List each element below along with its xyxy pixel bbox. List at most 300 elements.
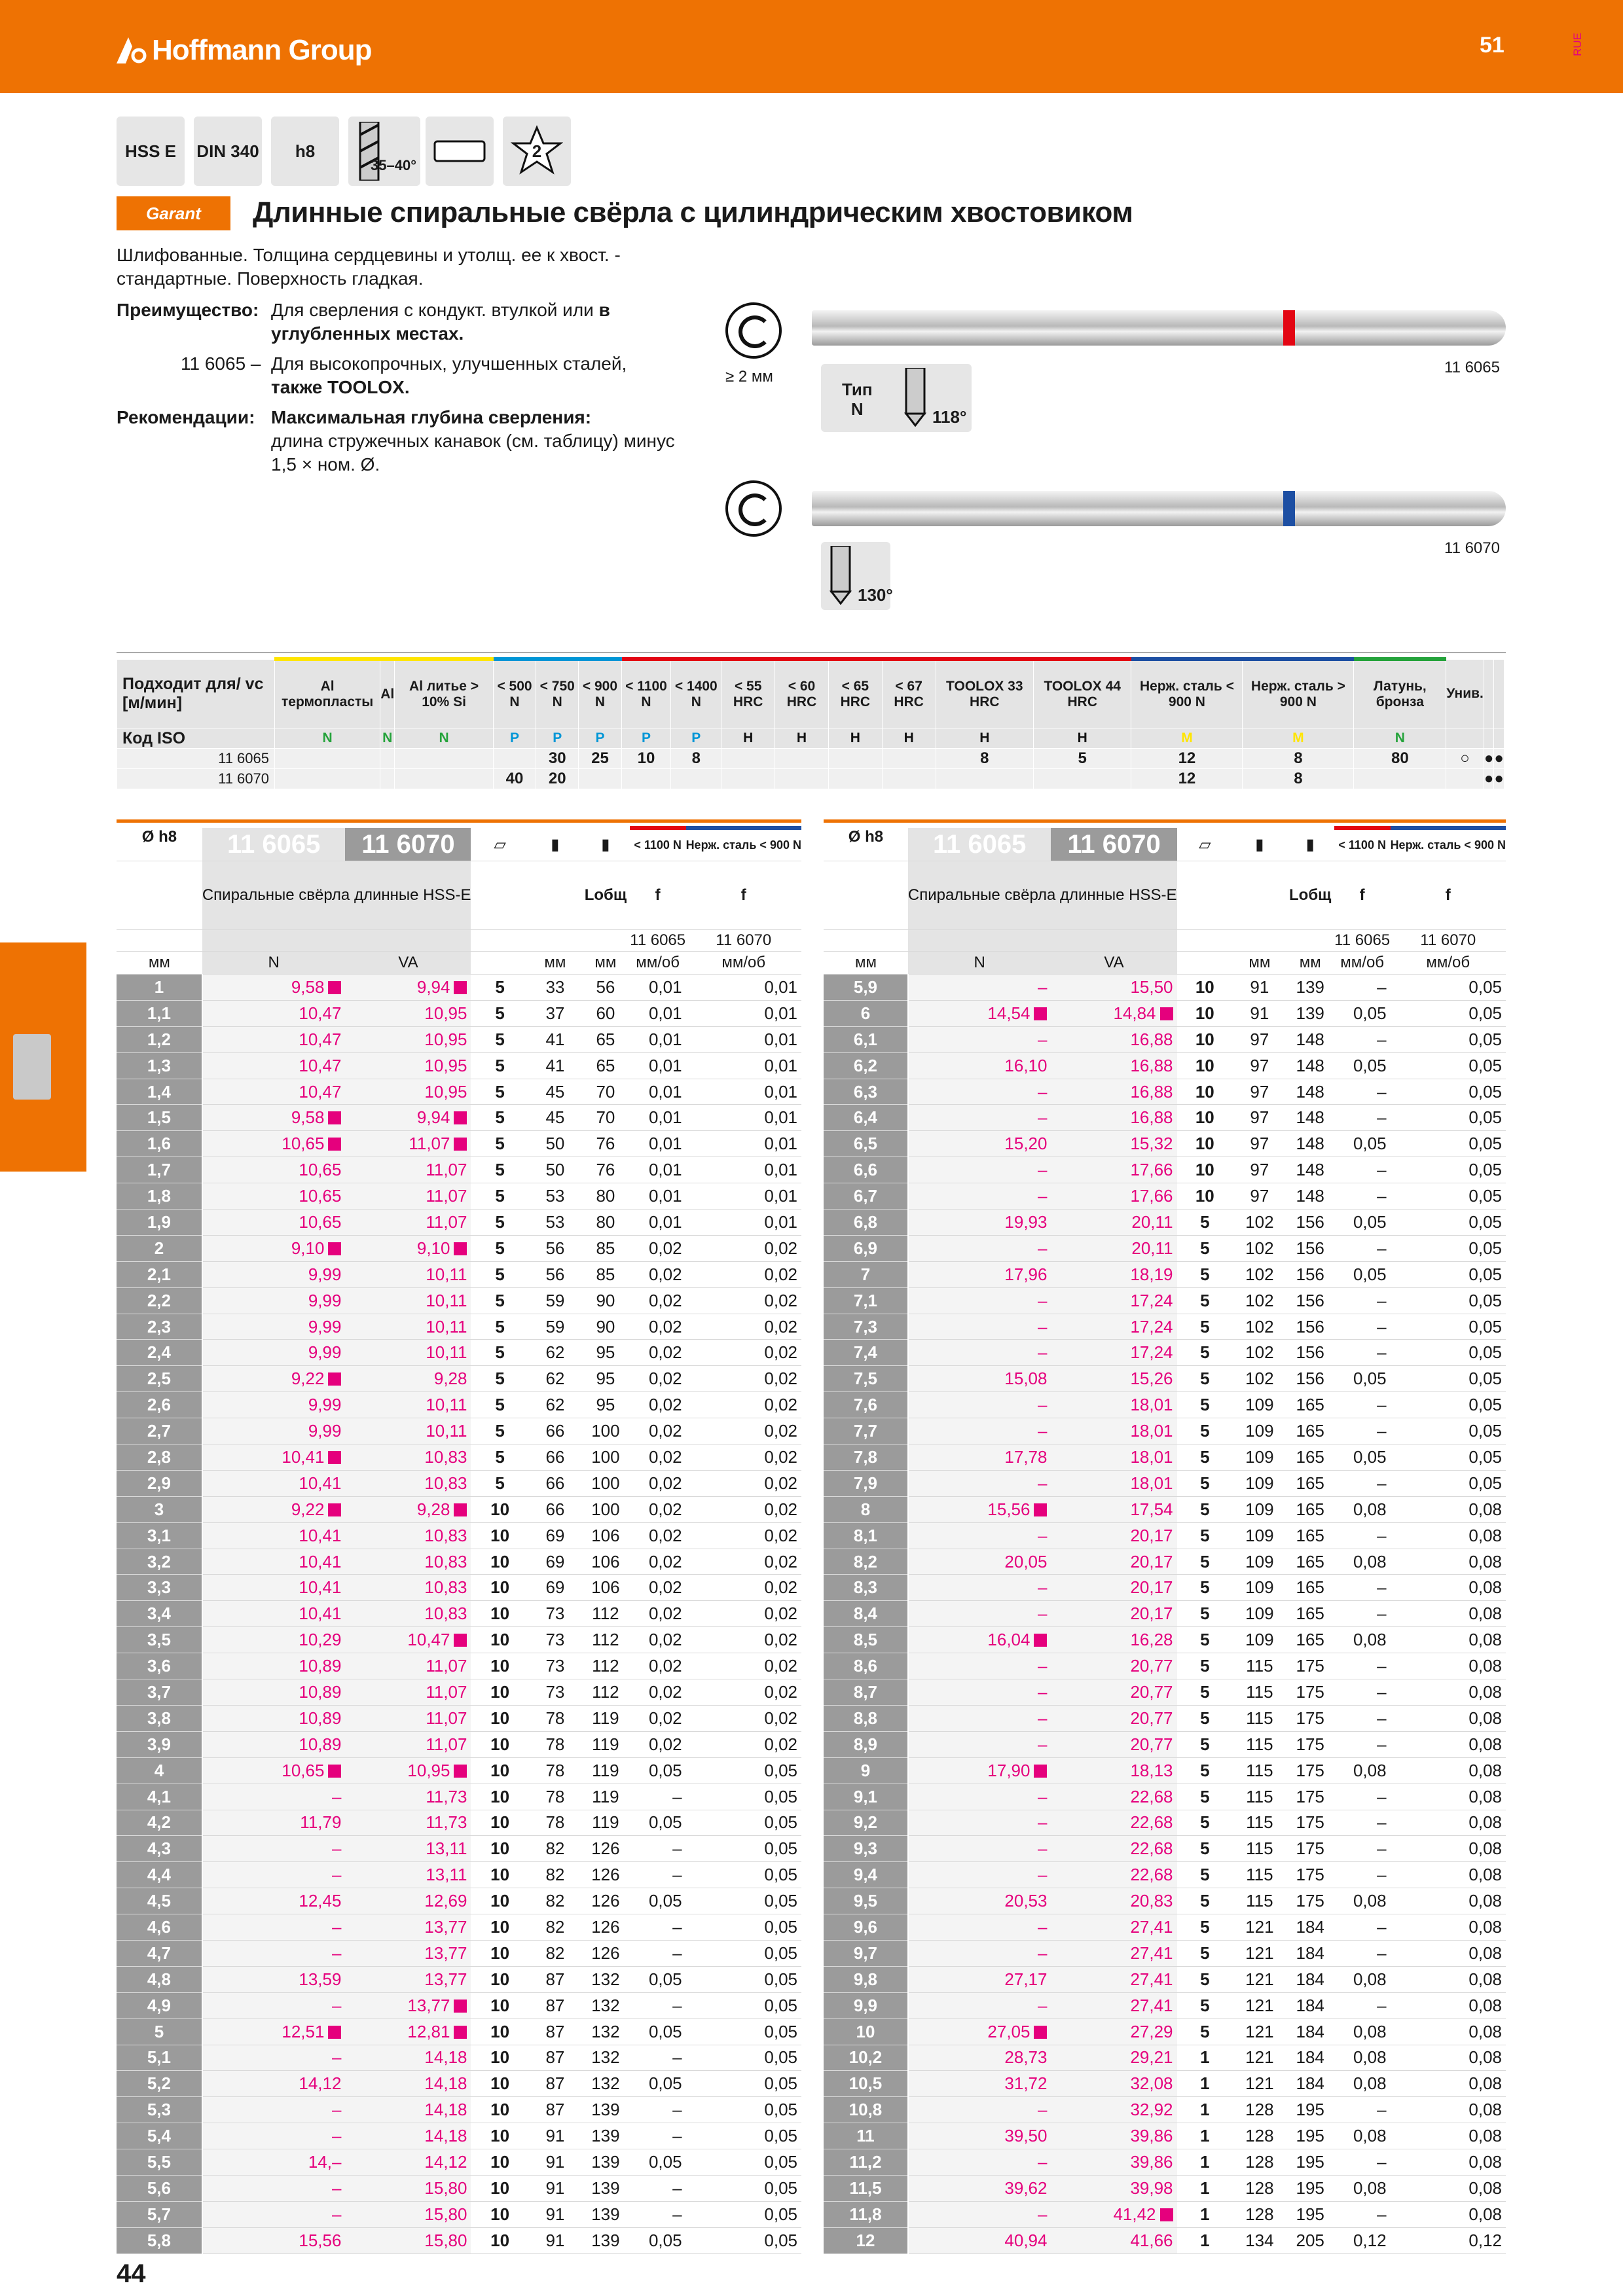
price-n-cell bbox=[908, 1052, 1051, 1079]
cell-value: 0,01 bbox=[764, 1134, 797, 1154]
mat-cell: 8 bbox=[936, 749, 1033, 769]
price-va-cell bbox=[345, 2227, 471, 2253]
pill-helix: 35–40° bbox=[348, 117, 420, 186]
total-length-cell bbox=[581, 1366, 630, 1392]
price-n-cell bbox=[908, 1183, 1051, 1210]
price-va-cell bbox=[1051, 1705, 1176, 1731]
cell-value: 5 bbox=[495, 1316, 505, 1336]
table-row bbox=[824, 1810, 1506, 1836]
spacer bbox=[824, 861, 908, 930]
diameter-cell bbox=[117, 1575, 202, 1601]
mat-cell bbox=[882, 769, 936, 789]
pack-qty-cell bbox=[1177, 2201, 1233, 2227]
total-length-cell bbox=[1286, 1653, 1334, 1679]
diameter-cell bbox=[117, 1000, 202, 1026]
cell-value: 4,4 bbox=[147, 1865, 171, 1885]
cell-value: 11,07 bbox=[426, 1656, 467, 1676]
feed-116065-cell bbox=[630, 1366, 686, 1392]
cell-value: 119 bbox=[592, 1812, 619, 1833]
feed-116065-cell bbox=[630, 1627, 686, 1653]
pack-qty-cell bbox=[471, 1784, 528, 1810]
diameter-cell bbox=[117, 1210, 202, 1236]
iso-label: Код ISO bbox=[117, 728, 275, 749]
feed-116065-cell bbox=[630, 975, 686, 1001]
table-row bbox=[824, 1784, 1506, 1810]
cell-value: 3,3 bbox=[147, 1577, 171, 1598]
diameter-cell bbox=[824, 1392, 908, 1418]
cell-value: 109 bbox=[1245, 1395, 1274, 1415]
flute-length-cell bbox=[1233, 1966, 1286, 1992]
cell-value: 139 bbox=[591, 2152, 620, 2172]
cell-value: – bbox=[1377, 1238, 1387, 1258]
pack-qty-cell bbox=[471, 1914, 528, 1941]
cell-value: – bbox=[1377, 1681, 1387, 1702]
price-va-cell bbox=[1051, 2201, 1176, 2227]
flute-length-cell bbox=[529, 1914, 581, 1941]
diameter-cell bbox=[117, 1966, 202, 1992]
cell-value: 10 bbox=[490, 1812, 510, 1833]
drill-data-table bbox=[824, 826, 1506, 2254]
diameter-cell bbox=[117, 1496, 202, 1522]
cell-value: 5 bbox=[495, 1134, 505, 1154]
cell-value: 11,79 bbox=[300, 1812, 342, 1833]
feed-116070-cell bbox=[1391, 1261, 1506, 1287]
cell-value: 0,08 bbox=[1468, 2152, 1502, 2172]
cell-value: 15,32 bbox=[1130, 1134, 1173, 1154]
total-length-cell bbox=[1286, 1418, 1334, 1444]
feed-116070-cell bbox=[686, 1157, 801, 1183]
table-row bbox=[117, 1653, 801, 1679]
diameter-cell bbox=[117, 1079, 202, 1105]
new-price-marker bbox=[454, 2026, 467, 2039]
cell-value: 20,05 bbox=[1004, 1551, 1048, 1571]
cell-value: 165 bbox=[1296, 1473, 1324, 1493]
unit-label: N bbox=[202, 952, 346, 975]
cell-value: 85 bbox=[596, 1264, 615, 1284]
feed-116065-cell bbox=[1334, 1105, 1391, 1131]
table-row bbox=[824, 1992, 1506, 2018]
table-row bbox=[824, 1914, 1506, 1941]
total-length-cell bbox=[581, 1052, 630, 1079]
price-va-cell bbox=[1051, 2149, 1176, 2176]
mat-cell: ● bbox=[1494, 749, 1504, 769]
diameter-cell bbox=[117, 1314, 202, 1340]
table-row bbox=[117, 1470, 801, 1496]
brand-logo bbox=[117, 34, 372, 67]
cell-value: 0,05 bbox=[648, 2073, 682, 2094]
feed-116070-cell bbox=[686, 1757, 801, 1784]
cell-value: – bbox=[1377, 1421, 1387, 1441]
cell-value: 95 bbox=[596, 1369, 615, 1389]
cell-value: 0,05 bbox=[764, 2152, 797, 2172]
diameter-cell bbox=[824, 1575, 908, 1601]
code-116065-header: 11 6065 bbox=[908, 828, 1051, 861]
desc-line1: Шлифованные. Толщина сердцевины и утолщ. ее к хвост. - bbox=[117, 245, 621, 265]
cell-value: 0,08 bbox=[1468, 2178, 1502, 2198]
total-length-cell bbox=[581, 2097, 630, 2123]
cell-value: 95 bbox=[596, 1395, 615, 1415]
cell-value: 0,01 bbox=[648, 1186, 682, 1206]
cell-value: 0,05 bbox=[648, 1969, 682, 1989]
flute-length-cell bbox=[529, 2097, 581, 2123]
price-n-cell bbox=[908, 2123, 1051, 2149]
cell-value: 17,24 bbox=[1130, 1342, 1173, 1363]
cell-value: 0,05 bbox=[764, 2021, 797, 2041]
cell-value: 1,4 bbox=[147, 1081, 171, 1102]
cell-value: 109 bbox=[1245, 1499, 1274, 1519]
cell-value: 9,9 bbox=[853, 1995, 878, 2015]
mat-cell bbox=[882, 749, 936, 769]
feed-116065-cell bbox=[1334, 1836, 1391, 1862]
cell-value: 10,47 bbox=[407, 1630, 450, 1650]
cell-value: 0,02 bbox=[764, 1499, 797, 1519]
iso-cell: N bbox=[275, 728, 380, 749]
total-length-cell bbox=[1286, 1731, 1334, 1757]
cell-value: 91 bbox=[545, 2152, 565, 2172]
cell-value: 14,– bbox=[308, 2152, 342, 2172]
cell-value: 18,01 bbox=[1130, 1446, 1173, 1467]
cell-value: 78 bbox=[545, 1760, 565, 1780]
pack-qty-cell bbox=[471, 1079, 528, 1105]
table-row bbox=[824, 2201, 1506, 2227]
cell-value: 5 bbox=[154, 2021, 164, 2041]
total-length-cell bbox=[581, 1392, 630, 1418]
diameter-cell bbox=[117, 2201, 202, 2227]
price-n-cell bbox=[908, 1966, 1051, 1992]
flute-length-cell bbox=[1233, 2227, 1286, 2253]
table-row bbox=[824, 1210, 1506, 1236]
cell-value: 97 bbox=[1250, 1134, 1269, 1154]
cell-value: 0,02 bbox=[764, 1630, 797, 1650]
iso-cell: H bbox=[882, 728, 936, 749]
feed-116065-cell bbox=[630, 1601, 686, 1627]
pack-qty-cell bbox=[1177, 1470, 1233, 1496]
cell-value: 0,01 bbox=[764, 1107, 797, 1128]
cell-value: 5 bbox=[1200, 1865, 1210, 1885]
feed-116070-cell bbox=[686, 1888, 801, 1914]
table-row bbox=[824, 1052, 1506, 1079]
spacer bbox=[824, 930, 908, 952]
cell-value: 165 bbox=[1296, 1525, 1324, 1545]
price-va-cell bbox=[1051, 2045, 1176, 2071]
cell-value: 0,01 bbox=[764, 1211, 797, 1232]
cell-value: 165 bbox=[1296, 1577, 1324, 1598]
diameter-cell bbox=[824, 1862, 908, 1888]
feed-116070-cell bbox=[686, 2175, 801, 2201]
feed-116065-cell bbox=[1334, 1157, 1391, 1183]
feed-116065-cell bbox=[630, 1575, 686, 1601]
cell-value: 50 bbox=[545, 1160, 565, 1180]
feed-116070-cell bbox=[686, 1314, 801, 1340]
flute-length-cell bbox=[529, 1705, 581, 1731]
total-length-cell bbox=[1286, 1366, 1334, 1392]
new-price-marker bbox=[328, 1503, 341, 1516]
diameter-cell bbox=[117, 1757, 202, 1784]
cell-value: 20,83 bbox=[1130, 1891, 1173, 1911]
feed-116065-cell bbox=[630, 1888, 686, 1914]
feed-116070-cell bbox=[1391, 2175, 1506, 2201]
feed-116065-cell bbox=[630, 1810, 686, 1836]
price-n-cell bbox=[908, 1940, 1051, 1966]
unit-label: мм/об bbox=[1391, 952, 1506, 975]
diameter-cell bbox=[824, 1705, 908, 1731]
price-va-cell bbox=[345, 1966, 471, 1992]
flute-length-cell bbox=[529, 1731, 581, 1757]
unit-label: мм bbox=[529, 952, 581, 975]
cell-value: 27,41 bbox=[1130, 1943, 1173, 1963]
feed-116070-cell bbox=[686, 1261, 801, 1287]
cell-value: 121 bbox=[1245, 1917, 1274, 1937]
iso-cell: P bbox=[579, 728, 621, 749]
price-va-cell bbox=[1051, 1470, 1176, 1496]
cell-value: 11,07 bbox=[409, 1134, 450, 1154]
iso-cell: P bbox=[536, 728, 579, 749]
cell-value: 100 bbox=[591, 1473, 620, 1493]
cell-value: 15,80 bbox=[424, 2204, 467, 2224]
cell-value: 11,2 bbox=[849, 2152, 882, 2172]
cell-value: 0,05 bbox=[764, 2126, 797, 2146]
price-va-cell bbox=[1051, 2123, 1176, 2149]
feed-116070-cell bbox=[1391, 1340, 1506, 1366]
pack-qty-cell bbox=[1177, 2149, 1233, 2176]
pack-qty-cell bbox=[1177, 1105, 1233, 1131]
cell-value: 115 bbox=[1246, 1760, 1273, 1780]
cell-value: 5 bbox=[1200, 1604, 1210, 1624]
cell-value: 5 bbox=[1200, 1290, 1210, 1310]
cell-value: 66 bbox=[545, 1473, 565, 1493]
mat-col-5: < 900 N bbox=[579, 659, 621, 728]
iso-cell bbox=[1504, 728, 1505, 749]
pack-qty-cell bbox=[1177, 1522, 1233, 1549]
total-length-cell bbox=[1286, 1966, 1334, 1992]
cell-value: 18,01 bbox=[1130, 1421, 1173, 1441]
flute-length-cell bbox=[529, 1966, 581, 1992]
feed-116070-cell bbox=[686, 2071, 801, 2097]
cell-value: 121 bbox=[1245, 2073, 1274, 2094]
cell-value: 5 bbox=[1200, 1656, 1210, 1676]
table-row bbox=[824, 1757, 1506, 1784]
cell-value: 80 bbox=[596, 1211, 615, 1232]
diameter-cell bbox=[824, 2045, 908, 2071]
cell-value: 4,8 bbox=[147, 1969, 171, 1989]
feed-116070-cell bbox=[1391, 1836, 1506, 1862]
cell-value: 0,02 bbox=[764, 1708, 797, 1728]
diameter-cell bbox=[824, 1444, 908, 1471]
spray-icon bbox=[1494, 659, 1504, 728]
feed-116070-cell bbox=[686, 1183, 801, 1210]
cell-value: 0,08 bbox=[1468, 1525, 1502, 1545]
feed-116065-cell bbox=[630, 1183, 686, 1210]
feed-116065-cell bbox=[630, 1052, 686, 1079]
diameter-cell bbox=[824, 1470, 908, 1496]
cell-value: 0,05 bbox=[764, 1812, 797, 1833]
cell-value: 5 bbox=[1200, 1577, 1210, 1598]
cell-value: – bbox=[1038, 1029, 1048, 1049]
cell-value: 10,41 bbox=[299, 1551, 342, 1571]
feed-116070-cell bbox=[686, 1052, 801, 1079]
price-n-cell bbox=[202, 1888, 346, 1914]
cell-value: 27,41 bbox=[1130, 1995, 1173, 2015]
feed-116065-cell bbox=[1334, 1862, 1391, 1888]
diameter-cell bbox=[824, 2097, 908, 2123]
cell-value: 0,05 bbox=[1468, 1446, 1502, 1467]
cell-value: – bbox=[1038, 1316, 1048, 1336]
price-n-cell bbox=[908, 1627, 1051, 1653]
total-length-cell bbox=[581, 1261, 630, 1287]
cell-value: 7,8 bbox=[853, 1446, 878, 1467]
diameter-cell bbox=[824, 1731, 908, 1757]
cell-value: 139 bbox=[591, 2204, 620, 2224]
feed-116070-cell bbox=[1391, 1444, 1506, 1471]
feed-116065-cell bbox=[630, 1757, 686, 1784]
feed-116070-cell bbox=[1391, 1731, 1506, 1757]
table-row bbox=[117, 1575, 801, 1601]
cell-value: 0,02 bbox=[648, 1551, 682, 1571]
feed-116065-cell bbox=[1334, 1496, 1391, 1522]
cell-value: 10,89 bbox=[299, 1708, 342, 1728]
drill-section-icon bbox=[13, 1034, 51, 1100]
cell-value: 175 bbox=[1296, 1760, 1324, 1780]
cell-value: 15,26 bbox=[1130, 1369, 1173, 1389]
cell-value: 100 bbox=[591, 1499, 620, 1519]
cell-value: – bbox=[1377, 1656, 1387, 1676]
cell-value: 18,13 bbox=[1130, 1760, 1173, 1780]
feed-116065-cell bbox=[630, 1549, 686, 1575]
new-price-marker bbox=[1160, 2208, 1173, 2221]
cell-value: 132 bbox=[591, 2073, 620, 2094]
new-price-marker bbox=[454, 1634, 467, 1647]
total-length-cell bbox=[1286, 1261, 1334, 1287]
cell-value: 148 bbox=[1296, 1081, 1324, 1102]
feed-116070-cell bbox=[686, 2201, 801, 2227]
diameter-cell bbox=[117, 1810, 202, 1836]
cell-value: 9,22 bbox=[291, 1499, 325, 1519]
cell-value: 50 bbox=[545, 1134, 565, 1154]
pack-qty-cell bbox=[1177, 2227, 1233, 2253]
cell-value: – bbox=[1038, 1656, 1048, 1676]
diameter-cell bbox=[117, 1157, 202, 1183]
table-row bbox=[117, 1992, 801, 2018]
cell-value: 39,98 bbox=[1130, 2178, 1173, 2198]
pack-qty-cell bbox=[471, 1287, 528, 1314]
new-price-marker bbox=[328, 981, 341, 994]
cell-value: 126 bbox=[591, 1917, 620, 1937]
pill-hss: HSS E bbox=[117, 117, 185, 186]
table-row bbox=[824, 1157, 1506, 1183]
adv-text: Для сверления с кондукт. втулкой или в bbox=[271, 300, 610, 320]
cell-value: 132 bbox=[591, 2021, 620, 2041]
mat-cell bbox=[275, 749, 380, 769]
cell-value: 10 bbox=[490, 1551, 510, 1571]
feed-116065-cell bbox=[1334, 1261, 1391, 1287]
diameter-cell bbox=[117, 2123, 202, 2149]
flute-length-cell bbox=[529, 1496, 581, 1522]
price-n-cell bbox=[908, 1105, 1051, 1131]
feed-116070-cell bbox=[1391, 1914, 1506, 1941]
cell-value: 0,02 bbox=[764, 1604, 797, 1624]
feed-116065-cell bbox=[1334, 1026, 1391, 1052]
diameter-cell bbox=[824, 1549, 908, 1575]
flute-length-cell bbox=[1233, 1444, 1286, 1471]
pill-tolerance: h8 bbox=[271, 117, 339, 186]
cell-value: 0,12 bbox=[1468, 2230, 1502, 2250]
cell-value: – bbox=[1377, 1995, 1387, 2015]
price-va-cell bbox=[345, 1757, 471, 1784]
cell-value: 121 bbox=[1245, 2021, 1274, 2041]
cell-value: 184 bbox=[1296, 1969, 1324, 1989]
price-n-cell bbox=[202, 1366, 346, 1392]
price-n-cell bbox=[202, 1966, 346, 1992]
cell-value: 0,05 bbox=[1468, 1369, 1502, 1389]
cell-value: 6,2 bbox=[853, 1055, 878, 1075]
total-length-cell bbox=[581, 1940, 630, 1966]
cell-value: 56 bbox=[545, 1264, 565, 1284]
flute-length-cell bbox=[529, 1287, 581, 1314]
cell-value: 6,4 bbox=[853, 1107, 878, 1128]
cell-value: 17,66 bbox=[1130, 1160, 1173, 1180]
cell-value: 156 bbox=[1296, 1290, 1324, 1310]
pack-qty-cell bbox=[1177, 1836, 1233, 1862]
price-n-cell bbox=[908, 1836, 1051, 1862]
price-n-cell bbox=[202, 1131, 346, 1157]
cell-value: – bbox=[672, 2100, 682, 2120]
mat-cell: 20 bbox=[536, 769, 579, 789]
total-length-cell bbox=[581, 2227, 630, 2253]
pack-qty-cell bbox=[471, 1183, 528, 1210]
total-length-cell bbox=[1286, 1522, 1334, 1549]
spacer bbox=[581, 930, 630, 952]
cell-value: 87 bbox=[545, 1969, 565, 1989]
cell-value: 0,02 bbox=[764, 1421, 797, 1441]
cell-value: – bbox=[672, 1786, 682, 1806]
table-row bbox=[117, 975, 801, 1001]
cell-value: 78 bbox=[545, 1734, 565, 1754]
price-va-cell bbox=[345, 2149, 471, 2176]
cell-value: – bbox=[672, 1943, 682, 1963]
flute-length-cell bbox=[1233, 1052, 1286, 1079]
feed-116070-cell bbox=[1391, 1470, 1506, 1496]
iso-cell bbox=[1484, 728, 1494, 749]
cell-value: 0,05 bbox=[764, 1839, 797, 1859]
cell-value: 0,05 bbox=[764, 2047, 797, 2068]
cell-value: 10 bbox=[490, 1681, 510, 1702]
feed-116070-cell bbox=[1391, 1966, 1506, 1992]
cell-value: 0,05 bbox=[1353, 1134, 1387, 1154]
table-row bbox=[824, 1183, 1506, 1210]
feed-116070-cell bbox=[686, 1705, 801, 1731]
feed-116065-cell bbox=[1334, 1000, 1391, 1026]
cell-value: 20,53 bbox=[1004, 1891, 1048, 1911]
cell-value: 6,7 bbox=[853, 1186, 878, 1206]
mat-col-11: < 67 HRC bbox=[882, 659, 936, 728]
price-n-cell bbox=[202, 1000, 346, 1026]
feed-116070-cell bbox=[686, 1810, 801, 1836]
feed-116065-cell bbox=[1334, 1966, 1391, 1992]
feed-116065-cell bbox=[630, 1157, 686, 1183]
mat-cell: 5 bbox=[1034, 749, 1131, 769]
cell-value: 0,02 bbox=[648, 1342, 682, 1363]
cell-value: 132 bbox=[591, 1995, 620, 2015]
cell-value: 80 bbox=[596, 1186, 615, 1206]
cell-value: 165 bbox=[1296, 1421, 1324, 1441]
cell-value: 20,17 bbox=[1130, 1525, 1173, 1545]
spacer bbox=[345, 930, 471, 952]
cell-value: 121 bbox=[1245, 1943, 1274, 1963]
table-row bbox=[824, 1679, 1506, 1706]
total-length-cell bbox=[581, 1627, 630, 1653]
pill-flutes: 2 bbox=[503, 117, 571, 186]
cell-value: 97 bbox=[1250, 1081, 1269, 1102]
